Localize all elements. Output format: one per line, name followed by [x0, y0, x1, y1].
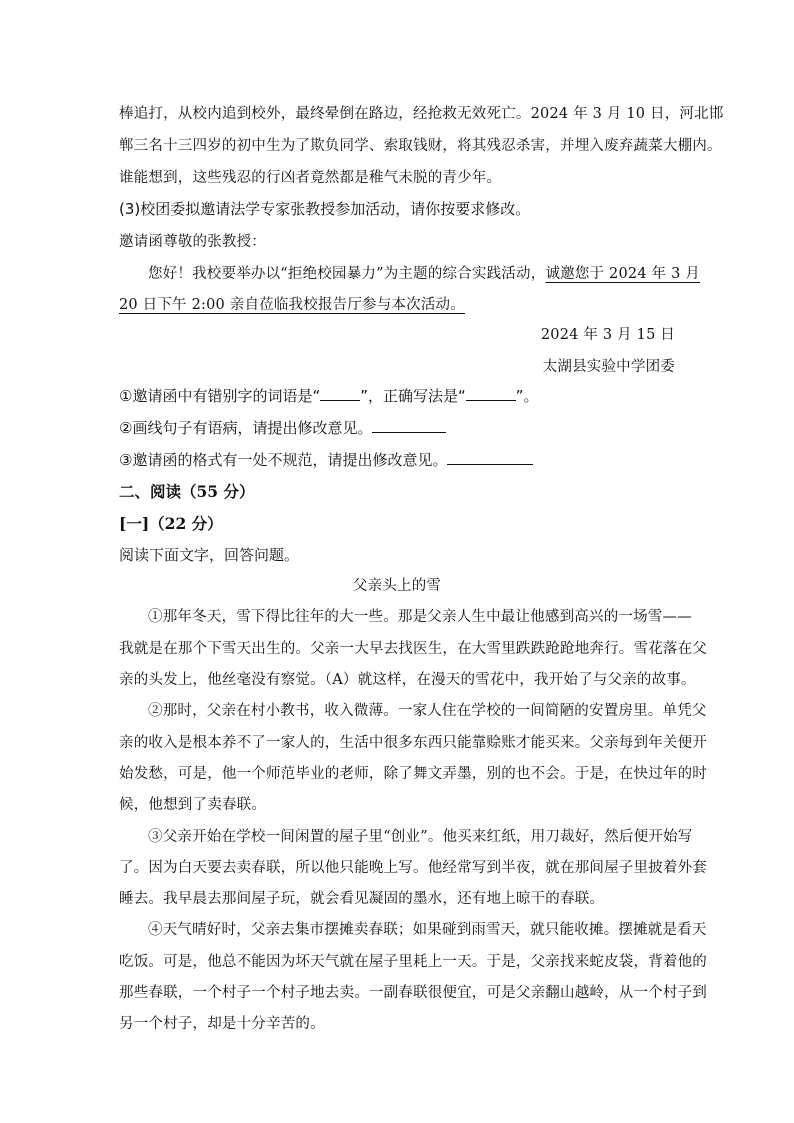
body-line: 谁能想到，这些残忍的行凶者竟然都是稚气未脱的青少年。	[119, 170, 502, 186]
body-line: 棒追打，从校内追到校外，最终晕倒在路边，经抢救无效死亡。2024 年 3 月 10 日，河北邯	[119, 106, 724, 122]
passage-title: 父亲头上的雪	[352, 578, 442, 594]
passage-line: 那些春联，一个村子一个村子地去卖。一副春联很便宜，可是父亲翻山越岭，从一个村子到	[119, 985, 707, 1001]
answer-blank[interactable]	[372, 419, 446, 433]
underlined-sentence-cont: 20 日下午 2:00 亲自莅临我校报告厅参与本次活动。	[119, 297, 465, 313]
letter-salutation: 邀请函尊敬的张教授：	[119, 234, 266, 250]
reading-instruction: 阅读下面文字，回答问题。	[119, 546, 300, 564]
q1-text-a: ①邀请函中有错别字的词语是“	[119, 387, 321, 405]
passage-line: 候，他想到了卖春联。	[119, 797, 266, 813]
passage-line: 吃饭。可是，他总不能因为坏天气就在屋子里耗上一天。于是，父亲找来蛇皮袋，背着他的	[119, 954, 707, 970]
underlined-sentence: 诚邀您于 2024 年 3 月	[545, 266, 701, 282]
sub-question-2	[119, 417, 675, 438]
letter-date: 2024 年 3 月 15 日	[540, 327, 675, 343]
letter-text: 您好！我校要举办以“拒绝校园暴力”为主题的综合实践活动，	[148, 266, 546, 282]
q3-text: ③邀请函的格式有一处不规范，请提出修改意见。	[119, 451, 448, 469]
answer-blank[interactable]	[466, 387, 516, 401]
passage-line: 另一个村子，却是十分辛苦的。	[119, 1016, 325, 1032]
question-3: (3)校团委拟邀请法学专家张教授参加活动，请你按要求修改。	[119, 200, 531, 218]
body-line: 郸三名十三四岁的初中生为了欺负同学、索取钱财，将其残忍杀害，并埋入废弃蔬菜大棚内。	[119, 138, 722, 154]
passage-line: 亲的收入是根本养不了一家人的，生活中很多东西只能靠赊账才能买来。父亲每到年关便开	[119, 735, 707, 751]
passage-line: 我就是在那个下雪天出生的。父亲一大早去找医生，在大雪里跌跌跄跄地奔行。雪花落在父	[119, 641, 707, 657]
passage-line: ④天气晴好时，父亲去集市摆摊卖春联；如果碰到雨雪天，就只能收摊。摆摊就是看天	[148, 922, 707, 938]
answer-blank[interactable]	[447, 451, 533, 465]
passage-line: 亲的头发上，他丝毫没有察觉。（A）就这样，在漫天的雪花中，我开始了与父亲的故事。	[119, 672, 696, 688]
q1-text-c: ”。	[515, 387, 539, 405]
subsection-heading: [一]（22 分）	[119, 514, 223, 533]
q2-text: ②画线句子有语病，请提出修改意见。	[119, 419, 373, 437]
sub-question-3	[119, 449, 675, 470]
passage-line: 睡去。我早晨去那间屋子玩，就会看见凝固的墨水，还有地上晾干的春联。	[119, 891, 605, 907]
answer-blank[interactable]	[320, 387, 360, 401]
sub-question-1	[119, 385, 675, 406]
q1-text-b: ”，正确写法是“	[360, 387, 466, 405]
section-heading: 二、阅读（55 分）	[119, 482, 255, 501]
passage-line: ①那年冬天，雪下得比往年的大一些。那是父亲人生中最让他感到高兴的一场雪——	[148, 609, 692, 625]
letter-body-line	[148, 262, 701, 283]
passage-line: 始发愁，可是，他一个师范毕业的老师，除了舞文弄墨，别的也不会。于是，在快过年的时	[119, 766, 707, 782]
letter-signature: 太湖县实验中学团委	[542, 359, 675, 375]
passage-line: 了。因为白天要去卖春联，所以他只能晚上写。他经常写到半夜，就在那间屋子里披着外套	[119, 860, 707, 876]
passage-line: ③父亲开始在学校一间闲置的屋子里“创业”。他买来红纸，用刀裁好，然后便开始写	[148, 829, 693, 845]
passage-line: ②那时，父亲在村小教书，收入微薄。一家人住在学校的一间简陋的安置房里。单凭父	[148, 703, 707, 719]
